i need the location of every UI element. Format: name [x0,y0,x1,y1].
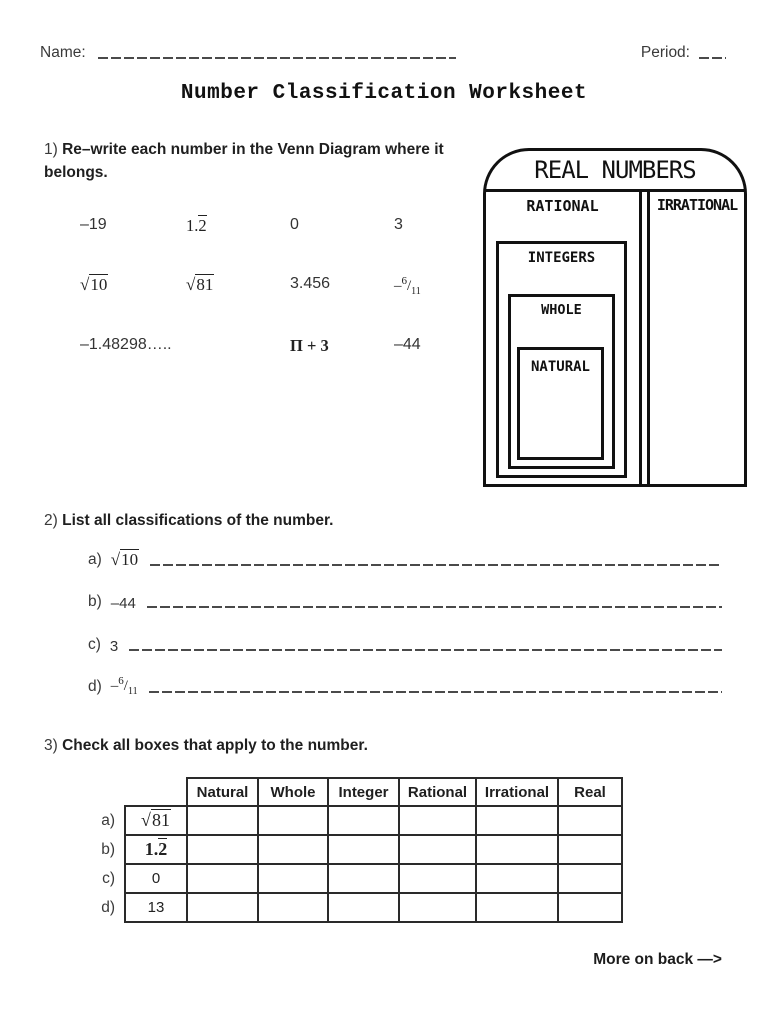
number-3point456: 3.456 [290,275,331,292]
table-row [81,864,622,893]
name-blank-line[interactable] [98,57,456,59]
col-header-integer: Integer [328,778,399,806]
venn-title: REAL NUMBERS [486,151,744,192]
page-title: Number Classification Worksheet [180,82,588,105]
col-header-rational: Rational [399,778,476,806]
check-cell[interactable] [258,806,328,835]
col-header-real: Real [558,778,622,806]
check-cell[interactable] [187,806,258,835]
question1-text: Re–write each number in the Venn Diagram where it belongs. [44,141,444,182]
table-header-row [81,778,622,806]
grid-empty-cell [166,336,270,356]
item-a-value-sqrt10: √10 [110,550,139,569]
question3-number: 3) [44,737,58,754]
question1-number: 1) [44,141,58,158]
question3-text: Check all boxes that apply to the number. [62,737,368,754]
venn-region-rational[interactable] [486,192,642,484]
check-cell[interactable] [399,864,476,893]
item-b-label: b) [88,593,102,610]
integers-label: INTEGERS [527,250,596,266]
check-cell[interactable] [476,893,558,922]
check-cell[interactable] [187,864,258,893]
period-blank-line[interactable] [699,57,726,59]
check-cell[interactable] [258,893,328,922]
natural-label: NATURAL [530,359,590,375]
item-b-value-neg44: –44 [110,595,136,612]
table-row [81,835,622,864]
check-cell[interactable] [328,835,399,864]
list-item [88,672,722,696]
question2-number: 2) [44,512,58,529]
list-item [88,587,722,611]
irrational-label: IRRATIONAL [656,196,738,214]
list-item [88,545,722,569]
number-neg44: –44 [394,336,421,353]
number-neg1point48298: –1.48298….. [80,336,172,353]
check-cell[interactable] [187,893,258,922]
question3-heading [44,734,368,757]
header-spacer [125,778,187,806]
period-label: Period: [640,44,690,61]
check-cell[interactable] [328,806,399,835]
check-cell[interactable] [399,806,476,835]
col-header-whole: Whole [258,778,328,806]
item-a-label: a) [88,551,102,568]
row-d-number-13: 13 [125,893,187,922]
check-cell[interactable] [187,835,258,864]
check-cell[interactable] [399,893,476,922]
classification-table [81,777,623,923]
check-cell[interactable] [476,864,558,893]
number-pi-plus-3: Π + 3 [290,336,329,355]
item-c-label: c) [88,636,101,653]
name-label: Name: [40,44,86,61]
table-row [81,893,622,922]
number-neg19: –19 [80,216,107,233]
row-c-label: c) [102,869,115,887]
question2-text: List all classifications of the number. [62,512,334,529]
item-a-answer-line[interactable] [150,564,722,566]
check-cell[interactable] [558,835,622,864]
number-sqrt81: √81 [186,275,214,294]
item-b-answer-line[interactable] [147,606,722,608]
check-cell[interactable] [558,806,622,835]
row-c-number-zero: 0 [125,864,187,893]
more-on-back-note: More on back —> [593,951,722,968]
venn-region-irrational[interactable] [647,192,744,484]
check-cell[interactable] [328,893,399,922]
number-list [60,216,466,356]
item-d-value-neg-six-elevenths: $-^6/_{11}$ [110,675,138,697]
check-cell[interactable] [328,864,399,893]
whole-label: WHOLE [541,302,582,318]
item-c-value-3: 3 [109,638,119,655]
row-a-number-sqrt81: √81 [125,806,187,835]
item-d-answer-line[interactable] [149,691,722,693]
header-row [40,44,726,62]
list-item [88,630,722,654]
check-cell[interactable] [399,835,476,864]
venn-region-whole[interactable] [508,294,615,469]
number-1point2-repeating: 1.2 [186,216,207,235]
question1-heading [44,138,456,185]
venn-body [486,192,744,484]
row-a-label: a) [101,811,115,829]
venn-region-natural[interactable] [517,347,604,460]
item-c-answer-line[interactable] [129,649,722,651]
col-header-irrational: Irrational [476,778,558,806]
number-three: 3 [394,216,403,233]
check-cell[interactable] [476,835,558,864]
col-header-natural: Natural [187,778,258,806]
number-neg-six-elevenths: $-^6/_{11}$ [394,275,421,297]
number-sqrt10: √10 [80,275,108,294]
check-cell[interactable] [558,864,622,893]
table-row [81,806,622,835]
check-cell[interactable] [258,864,328,893]
venn-region-integers[interactable] [496,241,627,478]
question2-heading [44,509,333,532]
check-cell[interactable] [558,893,622,922]
rational-label: RATIONAL [526,197,599,215]
row-b-label: b) [101,840,115,858]
check-cell[interactable] [258,835,328,864]
row-d-label: d) [101,898,115,916]
check-cell[interactable] [476,806,558,835]
venn-diagram [483,148,747,487]
number-zero: 0 [290,216,299,233]
row-b-number-1point2-repeating: 1.2 [125,835,187,864]
item-d-label: d) [88,678,102,695]
header-spacer [81,778,125,806]
